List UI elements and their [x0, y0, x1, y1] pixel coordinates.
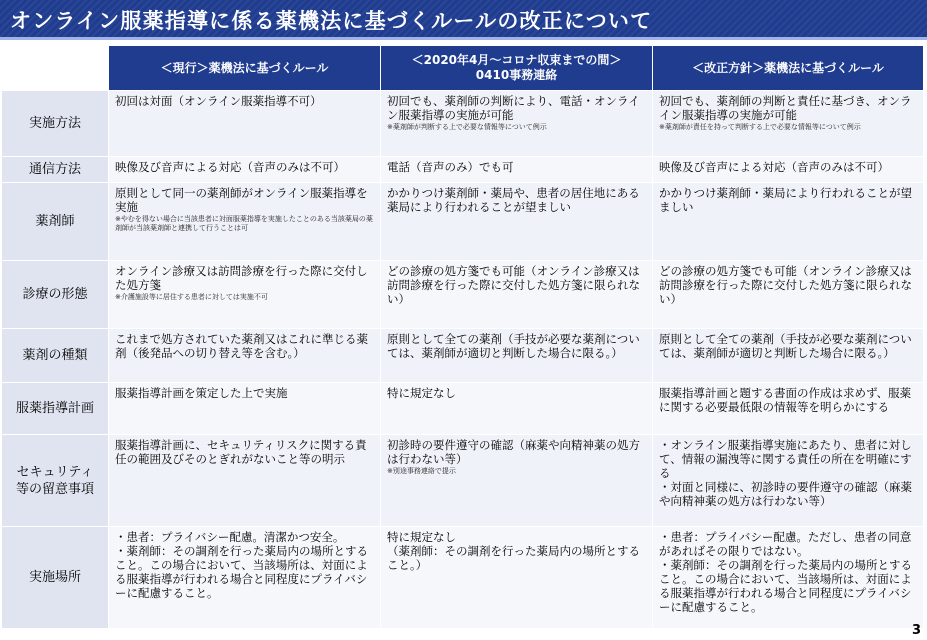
column-header-current: ＜現行＞薬機法に基づくルール [109, 46, 381, 91]
table-cell: これまで処方されていた薬剤又はこれに準じる薬剤（後発品への切り替え等を含む。） [109, 329, 381, 383]
table-cell: 映像及び音声による対応（音声のみは不可） [653, 157, 924, 183]
table-cell: 初回でも、薬剤師の判断により、電話・オンライン服薬指導の実施が可能 ※薬剤師が判断する上で必要な情報等について例示 [381, 91, 653, 157]
table-cell: 服薬指導計画と題する書面の作成は求めず、服薬に関する必要最低限の情報等を明らかにする [653, 383, 924, 435]
table-cell: 原則として全ての薬剤（手技が必要な薬剤については、薬剤師が適切と判断した場合に限る。） [381, 329, 653, 383]
row-label: 実施場所 [2, 527, 109, 629]
table-cell: オンライン診療又は訪問診療を行った際に交付した処方箋 ※介護施設等に居住する患者に対しては実施不可 [109, 261, 381, 329]
row-label: セキュリティ等の留意事項 [2, 435, 109, 527]
table-cell: 電話（音声のみ）でも可 [381, 157, 653, 183]
column-header-interim: ＜2020年4月～コロナ収束までの間＞ 0410事務連絡 [381, 46, 653, 91]
table-row [2, 383, 924, 435]
table-cell: 原則として全ての薬剤（手技が必要な薬剤については、薬剤師が適切と判断した場合に限る。） [653, 329, 924, 383]
table-row [2, 527, 924, 629]
table-cell: ・患者：プライバシー配慮。清潔かつ安全。 ・薬剤師：その調剤を行った薬局内の場所とすること。この場合において、当該場所は、対面による服薬指導が行われる場合と同程度にプライバシーに配慮すること。 [109, 527, 381, 629]
row-label: 薬剤師 [2, 183, 109, 261]
page-number: 3 [911, 623, 921, 638]
table-row [2, 183, 924, 261]
table-cell: 初回は対面（オンライン服薬指導不可） [109, 91, 381, 157]
table-row [2, 157, 924, 183]
table-cell: ・オンライン服薬指導実施にあたり、患者に対して、情報の漏洩等に関する責任の所在を明確にする ・対面と同様に、初診時の要件遵守の確認（麻薬や向精神薬の処方は行わない等） [653, 435, 924, 527]
title-bar [0, 0, 927, 40]
table-cell: 原則として同一の薬剤師がオンライン服薬指導を実施 ※やむを得ない場合に当該患者に対面服薬指導を実施したことのある当該薬局の薬剤師が当該薬剤師と連携して行うことは可 [109, 183, 381, 261]
table-row [2, 91, 924, 157]
row-label: 薬剤の種類 [2, 329, 109, 383]
table-cell: かかりつけ薬剤師・薬局や、患者の居住地にある薬局により行われることが望ましい [381, 183, 653, 261]
header-row [2, 46, 924, 91]
table-cell: ・患者：プライバシー配慮。ただし、患者の同意があればその限りではない。 ・薬剤師：その調剤を行った薬局内の場所とすること。この場合において、当該場所は、対面による服薬指導が行われる場合と同程度にプライバシーに配慮すること。 [653, 527, 924, 629]
row-label: 服薬指導計画 [2, 383, 109, 435]
row-label: 実施方法 [2, 91, 109, 157]
table-cell: かかりつけ薬剤師・薬局により行われることが望ましい [653, 183, 924, 261]
table-cell: どの診療の処方箋でも可能（オンライン診療又は訪問診療を行った際に交付した処方箋に限られない） [381, 261, 653, 329]
row-label: 通信方法 [2, 157, 109, 183]
table-cell: 初回でも、薬剤師の判断と責任に基づき、オンライン服薬指導の実施が可能 ※薬剤師が責任を持って判断する上で必要な情報等について例示 [653, 91, 924, 157]
table-row [2, 261, 924, 329]
row-label: 診療の形態 [2, 261, 109, 329]
table-cell: 初診時の要件遵守の確認（麻薬や向精神薬の処方は行わない等） ※別途事務連絡で提示 [381, 435, 653, 527]
table-cell: どの診療の処方箋でも可能（オンライン診療又は訪問診療を行った際に交付した処方箋に限られない） [653, 261, 924, 329]
table-cell: 映像及び音声による対応（音声のみは不可） [109, 157, 381, 183]
table-cell: 特に規定なし （薬剤師：その調剤を行った薬局内の場所とすること。） [381, 527, 653, 629]
table-cell: 服薬指導計画を策定した上で実施 [109, 383, 381, 435]
column-header-revision: ＜改正方針＞薬機法に基づくルール [653, 46, 924, 91]
table-cell: 特に規定なし [381, 383, 653, 435]
corner-cell [2, 46, 109, 91]
page-title: オンライン服薬指導に係る薬機法に基づくルールの改正について [10, 9, 653, 33]
table-cell: 服薬指導計画に、セキュリティリスクに関する責任の範囲及びそのとぎれがないこと等の明示 [109, 435, 381, 527]
table-row [2, 435, 924, 527]
table-row [2, 329, 924, 383]
rules-comparison-table [1, 45, 924, 629]
